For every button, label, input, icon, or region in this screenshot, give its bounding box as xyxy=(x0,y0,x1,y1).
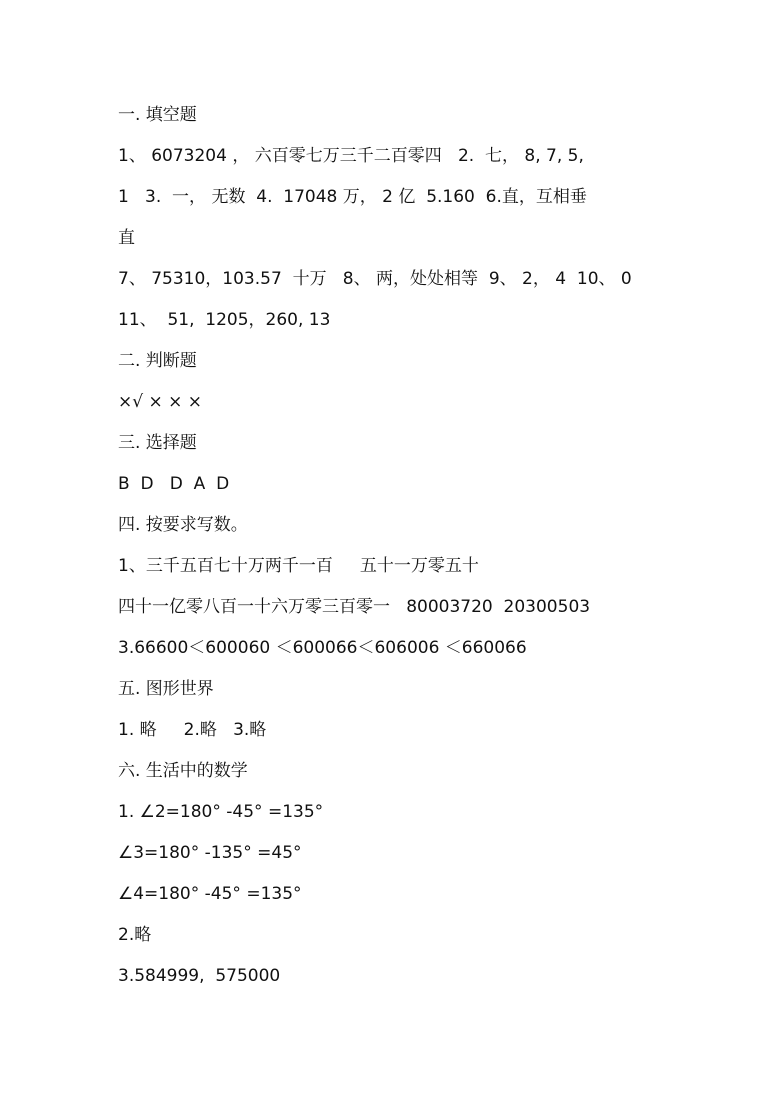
section-title-life-math: 六. 生活中的数学 xyxy=(118,761,248,781)
life-math-line-3: ∠4=180° -45° =135° xyxy=(118,884,302,904)
section-title-write-numbers: 四. 按要求写数。 xyxy=(118,515,248,535)
section-title-shapes: 五. 图形世界 xyxy=(118,679,214,699)
section-title-choice: 三. 选择题 xyxy=(118,433,197,453)
answer-line-5: 11、 51, 1205，260, 13 xyxy=(118,310,331,330)
choice-answers: B D D A D xyxy=(118,474,230,494)
life-math-line-1: 1. ∠2=180° -45° =135° xyxy=(118,802,324,822)
answer-line-1: 1、 6073204 ， 六百零七万三千二百零四 2. 七， 8, 7, 5, xyxy=(118,146,584,166)
answer-line-3: 直 xyxy=(118,228,135,248)
answer-line-4: 7、 75310，103.57 十万 8、 两，处处相等 9、 2， 4 10、 0 xyxy=(118,269,632,289)
write-numbers-line-2: 四十一亿零八百一十六万零三百零一 80003720 20300503 xyxy=(118,597,591,617)
life-math-line-5: 3.584999, 575000 xyxy=(118,966,281,986)
write-numbers-line-3: 3.66600＜600060 ＜600066＜606006 ＜660066 xyxy=(118,638,527,658)
judgment-answers: ×√ × × × xyxy=(118,392,203,412)
section-title-judgment: 二. 判断题 xyxy=(118,351,197,371)
answer-line-2: 1 3. 一， 无数 4. 17048 万， 2 亿 5.160 6.直，互相垂 xyxy=(118,187,587,207)
section-title-fill-in: 一. 填空题 xyxy=(118,105,197,125)
life-math-line-4: 2.略 xyxy=(118,925,152,945)
shapes-answers: 1. 略 2.略 3.略 xyxy=(118,720,267,740)
life-math-line-2: ∠3=180° -135° =45° xyxy=(118,843,302,863)
write-numbers-line-1: 1、三千五百七十万两千一百 五十一万零五十 xyxy=(118,556,479,576)
